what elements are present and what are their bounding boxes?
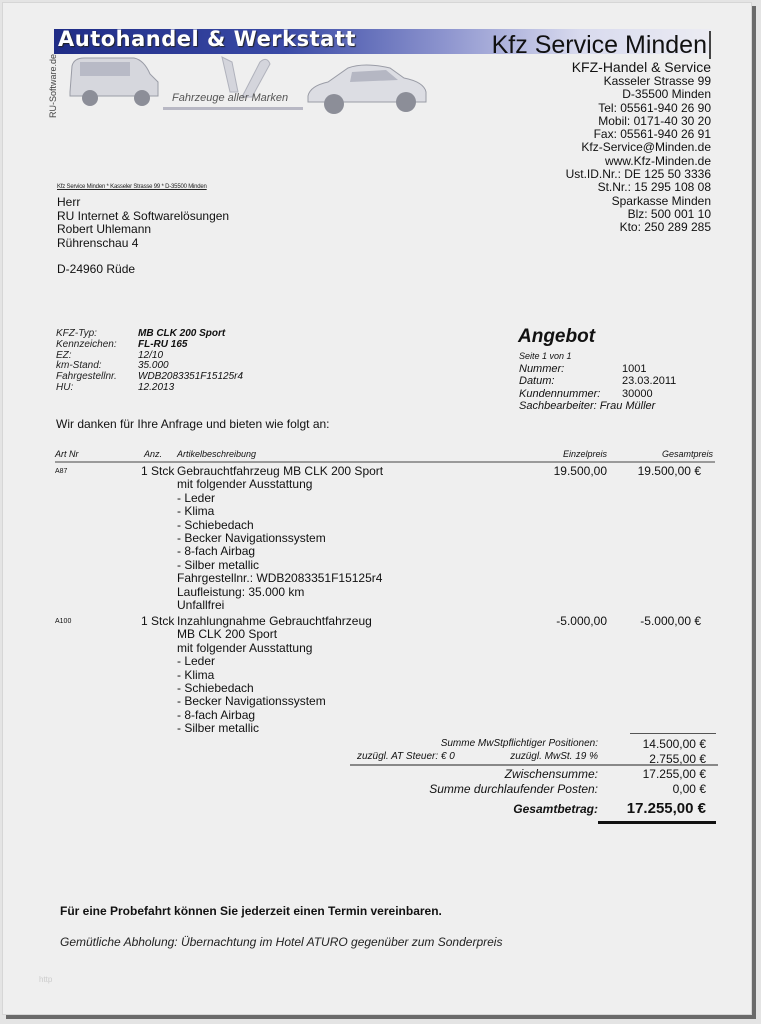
clerk: Sachbearbeiter: Frau Müller (519, 400, 656, 413)
at-tax-label: zuzügl. AT Steuer: € 0 (357, 751, 455, 762)
totals-subtotal (350, 767, 718, 782)
intro-text: Wir danken für Ihre Anfrage und bieten wie folgt an: (56, 417, 330, 431)
totals-value: 17.255,00 € (642, 767, 706, 781)
meta-number (519, 363, 676, 376)
desc-line: - 8-fach Airbag (177, 707, 256, 722)
vehicle-label: KFZ-Typ: (56, 328, 97, 339)
totals-block (350, 733, 718, 822)
item-description (177, 465, 383, 612)
desc-line: Gebrauchtfahrzeug MB CLK 200 Sport (177, 464, 384, 478)
sender-bank: Sparkasse Minden (611, 193, 711, 208)
totals-label: Summe MwStpflichtiger Positionen: (440, 738, 598, 749)
totals-value: 14.500,00 € (642, 737, 706, 751)
sender-phone: Tel: 05561-940 26 90 (598, 100, 711, 115)
desc-line: - Klima (177, 504, 215, 519)
customer-number: 30000 (622, 387, 653, 400)
totals-value: 0,00 € (672, 782, 706, 796)
desc-line: mit folgender Ausstattung (177, 477, 313, 492)
desc-line: - Klima (177, 667, 215, 682)
page-indicator: Seite 1 von 1 (519, 351, 572, 361)
meta-label: Nummer: (519, 362, 565, 375)
desc-line: - Becker Navigationssystem (177, 531, 326, 546)
table-row (55, 615, 715, 740)
desc-line: - Silber metallic (177, 557, 260, 572)
vehicle-label: Kennzeichen: (56, 338, 117, 350)
van-icon (62, 52, 162, 110)
desc-line: - Leder (177, 490, 216, 505)
col-qty: Anz. (144, 449, 163, 459)
slogan-underline (163, 107, 303, 110)
totals-vat (350, 750, 718, 766)
vehicle-row (56, 340, 243, 351)
vehicle-label: km-Stand: (56, 360, 102, 372)
desc-line: - Silber metallic (177, 721, 260, 736)
desc-line: - Schiebedach (177, 517, 254, 532)
vehicle-value: WDB2083351F15125r4 (138, 371, 244, 383)
totals-label: Zwischensumme: (504, 767, 598, 781)
item-art-nr: A87 (55, 468, 68, 475)
recipient-address (57, 196, 229, 277)
meta-label: Datum: (519, 375, 555, 388)
sender-fax: Fax: 05561-940 26 91 (593, 127, 711, 142)
recipient-company: RU Internet & Softwarelösungen (57, 208, 230, 223)
desc-line: - Leder (177, 654, 216, 669)
desc-line: Laufleistung: 35.000 km (177, 584, 305, 599)
sender-website[interactable]: www.Kfz-Minden.de (604, 153, 711, 168)
offer-date: 23.03.2011 (622, 375, 677, 388)
sender-tax-no: St.Nr.: 15 295 108 08 (597, 180, 711, 195)
item-total-price: -5.000,00 € (640, 614, 701, 628)
grand-total-rule (598, 821, 716, 824)
vehicle-details (56, 329, 243, 394)
car-icon (304, 60, 430, 118)
document-title: Angebot (518, 326, 596, 347)
sender-vat-id: Ust.ID.Nr.: DE 125 50 3336 (565, 167, 711, 182)
vehicle-value: 12.2013 (138, 381, 175, 393)
sender-account: Kto: 250 289 285 (619, 220, 711, 235)
desc-line: MB CLK 200 Sport (177, 627, 278, 642)
sender-line: D-35500 Minden (622, 87, 711, 102)
vertical-credit: RU-Software.de (48, 53, 58, 118)
desc-line: - Becker Navigationssystem (177, 694, 326, 709)
desc-line: - Schiebedach (177, 681, 254, 696)
grand-total-label: Gesamtbetrag: (513, 802, 598, 816)
col-desc: Artikelbeschreibung (177, 449, 257, 459)
recipient-name: Robert Uhlemann (57, 222, 152, 236)
item-description (177, 615, 372, 736)
grand-total-value: 17.255,00 € (626, 800, 706, 817)
meta-customer (519, 388, 676, 401)
vehicle-value: 12/10 (138, 349, 164, 361)
banner-title: Autohandel & Werkstatt (58, 27, 356, 51)
vehicle-value: 35.000 (138, 360, 169, 372)
col-total-price: Gesamtpreis (661, 449, 713, 459)
table-row (55, 465, 715, 615)
vehicle-label: Fahrgestellnr. (56, 371, 117, 383)
desc-line: Inzahlungnahme Gebrauchtfahrzeug (177, 614, 372, 628)
totals-label: Summe durchlaufender Posten: (429, 782, 598, 796)
totals-top-rule (630, 733, 716, 734)
sender-mobile: Mobil: 0171-40 30 20 (598, 113, 711, 128)
totals-taxable (350, 737, 718, 750)
vehicle-label: HU: (56, 381, 74, 393)
sender-email[interactable]: Kfz-Service@Minden.de (581, 140, 711, 155)
return-address: Kfz Service Minden * Kasseler Strasse 99 * D-35500 Minden (57, 184, 207, 190)
item-art-nr: A100 (55, 618, 72, 625)
sender-blz: Blz: 500 001 10 (627, 206, 711, 221)
sender-address (566, 60, 711, 235)
item-qty: 1 Stck (141, 614, 175, 628)
document-meta (519, 350, 676, 413)
sender-line: KFZ-Handel & Service (571, 59, 711, 75)
item-total-price: 19.500,00 € (637, 464, 701, 478)
col-unit-price: Einzelpreis (562, 449, 607, 459)
pickup-note: Gemütliche Abholung: Übernachtung im Hotel ATURO gegenüber zum Sonderpreis (60, 935, 503, 949)
faint-watermark: http (39, 975, 53, 984)
recipient-city: D-24960 Rüde (57, 262, 136, 276)
vehicle-label: EZ: (56, 349, 72, 361)
recipient-salutation: Herr (57, 195, 81, 209)
vehicle-row (56, 383, 243, 394)
desc-line: Fahrgestellnr.: WDB2083351F15125r4 (177, 571, 383, 586)
col-art-nr: Art Nr (55, 449, 79, 459)
vehicle-value: FL-RU 165 (138, 338, 188, 350)
totals-transit (350, 782, 718, 798)
meta-label: Kundennummer: (519, 387, 601, 400)
table-header (55, 449, 715, 463)
vehicle-value: MB CLK 200 Sport (138, 328, 226, 339)
desc-line: mit folgender Ausstattung (177, 640, 313, 655)
desc-line: Unfallfrei (177, 598, 225, 613)
item-unit-price: -5.000,00 (556, 614, 607, 628)
test-drive-note: Für eine Probefahrt können Sie jederzeit einen Termin vereinbaren. (60, 904, 442, 918)
meta-date (519, 375, 676, 388)
item-unit-price: 19.500,00 (553, 464, 607, 478)
desc-line: - 8-fach Airbag (177, 544, 256, 559)
company-name: Kfz Service Minden (492, 31, 711, 59)
offer-number: 1001 (622, 362, 647, 375)
totals-grand (350, 800, 718, 822)
totals-label: zuzügl. MwSt. 19 % (510, 751, 598, 762)
item-qty: 1 Stck (141, 464, 175, 478)
recipient-street: Rührenschau 4 (57, 235, 139, 250)
slogan: Fahrzeuge aller Marken (172, 92, 289, 104)
totals-value: 2.755,00 € (649, 752, 706, 766)
sender-line: Kasseler Strasse 99 (603, 74, 711, 88)
